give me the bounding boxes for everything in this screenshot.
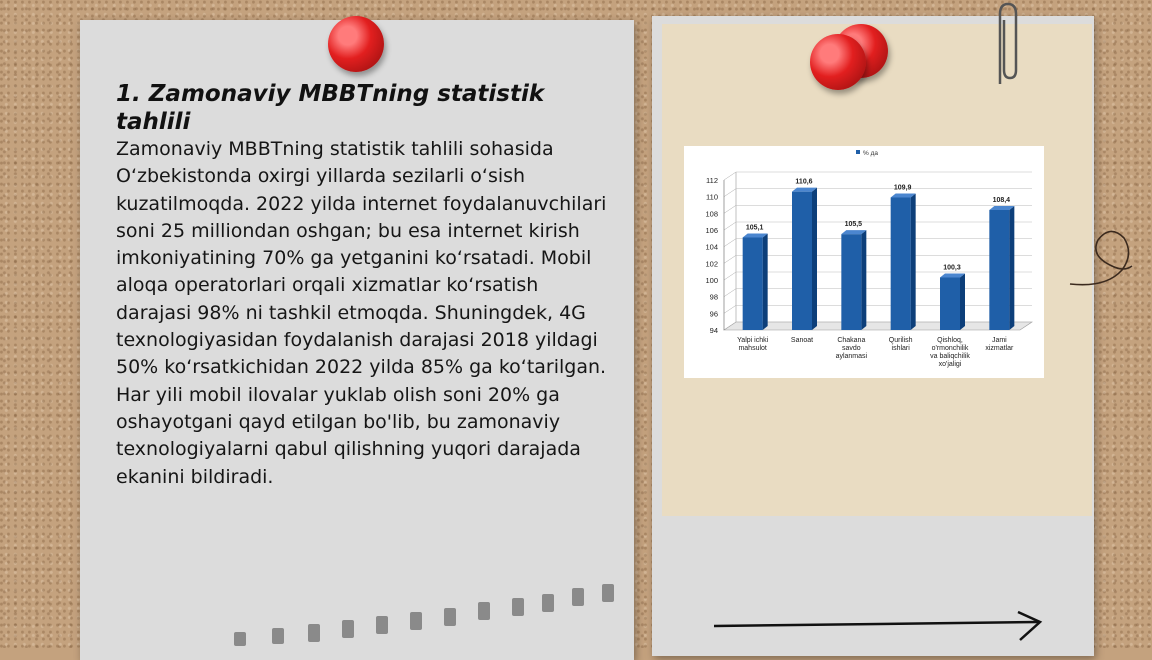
bar-chart [684,146,1044,378]
chart-grid-diagonal [724,305,736,313]
chart-category-label: Jami [991,337,1007,344]
bar-chart-svg [684,146,1044,378]
chart-ytick-label: 96 [709,309,718,319]
chart-bar-side [861,230,866,330]
chart-grid-diagonal [724,172,736,180]
chart-category-label: savdo [841,345,861,352]
chart-value-label: 105,1 [745,224,764,232]
chart-bar-side [911,194,916,331]
chart-bar [940,278,960,331]
chart-category-label: ishlari [891,345,910,352]
chart-legend-label: % да [863,150,878,157]
chart-floor [724,322,1032,330]
chart-category-label: mahsulot [738,345,767,352]
chart-ytick-label: 112 [706,176,718,185]
chart-bar [891,198,911,331]
chart-bar [743,238,763,331]
chart-value-label: 109,9 [893,184,912,192]
chart-grid-diagonal [724,239,736,247]
pushpin-icon [810,34,866,90]
chart-category-label: Sanoat [790,337,814,344]
chart-category-label: Qishloq, [937,337,963,344]
chart-grid-diagonal [724,289,736,297]
chart-grid-diagonal [724,255,736,263]
chart-grid-diagonal [724,272,736,280]
chart-bar-side [1009,206,1014,330]
spiral-binding-icon [230,582,640,648]
chart-grid-diagonal [724,189,736,197]
chart-grid-diagonal [724,205,736,213]
slide-body-text: Zamonaviy MBBTning statistik tahlili sohasida O‘zbekistonda oxirgi yillarda sezilarli o‘sish kuzatilmoqda. 2022 yilda internet foydalanuvchilari soni 25 milliondan oshgan; bu esa internet kirish imkoniyatining 70% ga yetganini ko‘rsatadi. Mobil aloqa operatorlari orqali xizmatlar ko‘rsatish darajasi 98% ni tashkil etmoqda. Shuningdek, 4G texnologiyasidan foydalanish darajasi 2018 yildagi 50% ko‘rsatkichidan 2022 yilda 85% ga ko‘tarilgan. Har yili mobil ilovalar yuklab olish soni 20% ga oshayotgani qayd etilgan bo'lib, bu zamonaviy texnologiyalarni qabul qilishning yuqori darajada ekanini bildiradi. [116,138,607,488]
chart-bar-side [960,274,965,331]
chart-category-label: xo'jaligi [938,361,962,368]
chart-bar [841,234,861,330]
chart-category-label: Chakana [837,337,866,344]
chart-category-label: aylanmasi [835,353,868,360]
chart-value-label: 110,6 [795,178,813,186]
chart-category-label: Yalpi ichki [737,337,769,344]
pushpin-icon [328,16,384,72]
chart-value-label: 105,5 [844,221,863,229]
chart-category-label: o'rmonchilik [931,345,969,352]
chart-category-label: xizmatlar [985,345,1014,352]
chart-value-label: 100,3 [943,264,961,272]
chart-ytick-label: 102 [705,259,718,269]
chart-ytick-label: 106 [705,226,718,235]
chart-bar-side [763,234,768,331]
swirl-doodle-icon [1066,226,1136,296]
slide-title: 1. Zamonaviy MBBTning statistik tahlili [116,81,545,135]
chart-grid-diagonal [724,222,736,230]
paperclip-icon [990,0,1026,88]
chart-ytick-label: 100 [705,276,718,285]
chart-ytick-label: 108 [705,209,718,219]
chart-legend-swatch [856,150,860,154]
chart-ytick-label: 98 [709,292,718,302]
arrow-right-icon [712,610,1044,642]
chart-category-label: va baliqchilik [930,353,970,360]
chart-category-label: Qurilish [888,337,913,344]
chart-bar [792,192,812,330]
chart-bar-side [812,188,817,330]
chart-ytick-label: 94 [709,326,718,335]
chart-value-label: 108,4 [992,197,1011,204]
chart-ytick-label: 104 [705,242,718,252]
chart-ytick-label: 110 [706,192,718,202]
chart-bar [989,210,1009,330]
